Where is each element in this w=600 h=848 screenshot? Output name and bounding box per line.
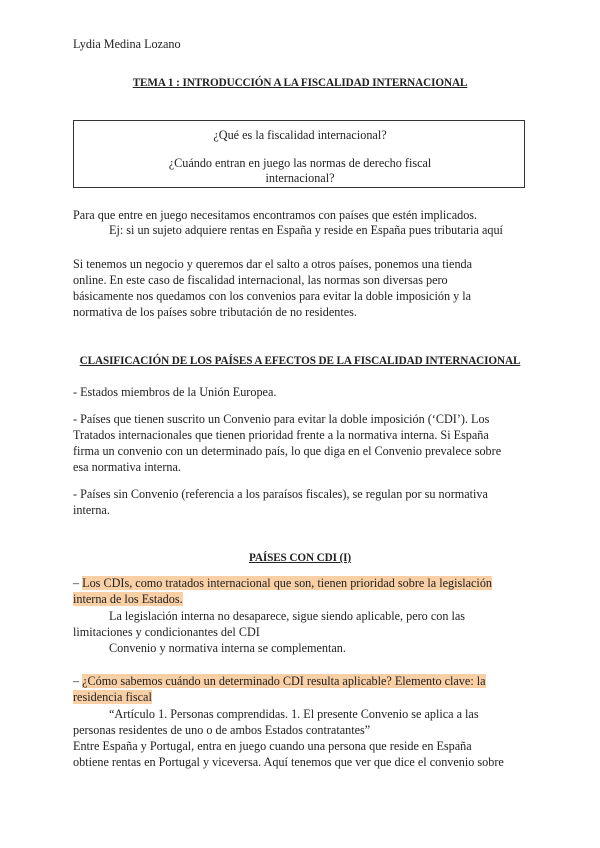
highlighted-text: Los CDIs, como tratados internacional que son, tienen prioridad sobre la legislación (82, 576, 493, 590)
cdi-sub-line: La legislación interna no desaparece, sigue siendo aplicable, pero con las (109, 609, 466, 623)
cdi-dash: – (73, 576, 83, 590)
cdi-point-2-line-2 (73, 689, 152, 705)
body-line: obtiene rentas en Portugal y viceversa. Aquí tenemos que ver que dice el convenio sobre (73, 755, 504, 769)
cdi-point-1-line-1 (73, 575, 492, 591)
author-name: Lydia Medina Lozano (73, 37, 181, 51)
highlighted-text: interna de los Estados. (73, 592, 183, 606)
paragraph-line: online. En este caso de fiscalidad internacional, las normas son diversas pero (73, 273, 448, 287)
classification-item-2-line: firma un convenio con un determinado país, lo que diga en el Convenio prevalece sobre (73, 444, 502, 458)
cdi-point-2-line-1 (73, 673, 486, 689)
quote-line: personas residentes de uno o de ambos Estados contratantes” (73, 723, 371, 737)
classification-item-2-line: Tratados internacionales que tienen prioridad frente a la normativa interna. Si España (73, 428, 489, 442)
highlighted-text: ¿Cómo sabemos cuándo un determinado CDI resulta aplicable? Elemento clave: la (82, 674, 486, 688)
paragraph-line: básicamente nos quedamos con los convenios para evitar la doble imposición y la (73, 289, 472, 303)
cdi-sub-line: limitaciones y condicionantes del CDI (73, 625, 260, 639)
classification-item-2-line: esa normativa interna. (73, 460, 181, 474)
classification-item-3-line: interna. (73, 503, 110, 517)
cdi-sub-line: Convenio y normativa interna se complementan. (109, 641, 346, 655)
intro-example: Ej: si un sujeto adquiere rentas en España y reside en España pues tributaria aquí (109, 223, 503, 237)
classification-item-2-line: - Países que tienen suscrito un Convenio para evitar la doble imposición (‘CDI’). Los (73, 412, 490, 426)
cdi-dash: – (73, 674, 83, 688)
paragraph-line: Si tenemos un negocio y queremos dar el salto a otros países, ponemos una tienda (73, 257, 473, 271)
classification-item-3-line: - Países sin Convenio (referencia a los paraísos fiscales), se regulan por su normativa (73, 487, 488, 501)
box-question-2-line-2: internacional? (265, 171, 335, 185)
box-question-1: ¿Qué es la fiscalidad internacional? (213, 128, 387, 142)
body-line: Entre España y Portugal, entra en juego cuando una persona que reside en España (73, 739, 472, 753)
intro-line-1: Para que entre en juego necesitamos encontramos con países que estén implicados. (73, 208, 478, 222)
section-heading-classification: CLASIFICACIÓN DE LOS PAÍSES A EFECTOS DE LA FISCALIDAD INTERNACIONAL (79, 355, 521, 367)
paragraph-line: normativa de los países sobre tributación de no residentes. (73, 305, 357, 319)
highlighted-text: residencia fiscal (73, 690, 152, 704)
quote-line: “Artículo 1. Personas comprendidas. 1. El presente Convenio se aplica a las (109, 707, 479, 721)
box-question-2-line-1: ¿Cuándo entran en juego las normas de derecho fiscal (168, 156, 432, 170)
cdi-point-1-line-2 (73, 591, 183, 607)
page-title: TEMA 1 : INTRODUCCIÓN A LA FISCALIDAD INTERNACIONAL (132, 77, 468, 89)
classification-item-1: - Estados miembros de la Unión Europea. (73, 385, 277, 399)
section-heading-cdi: PAÍSES CON CDI (I) (248, 552, 352, 564)
